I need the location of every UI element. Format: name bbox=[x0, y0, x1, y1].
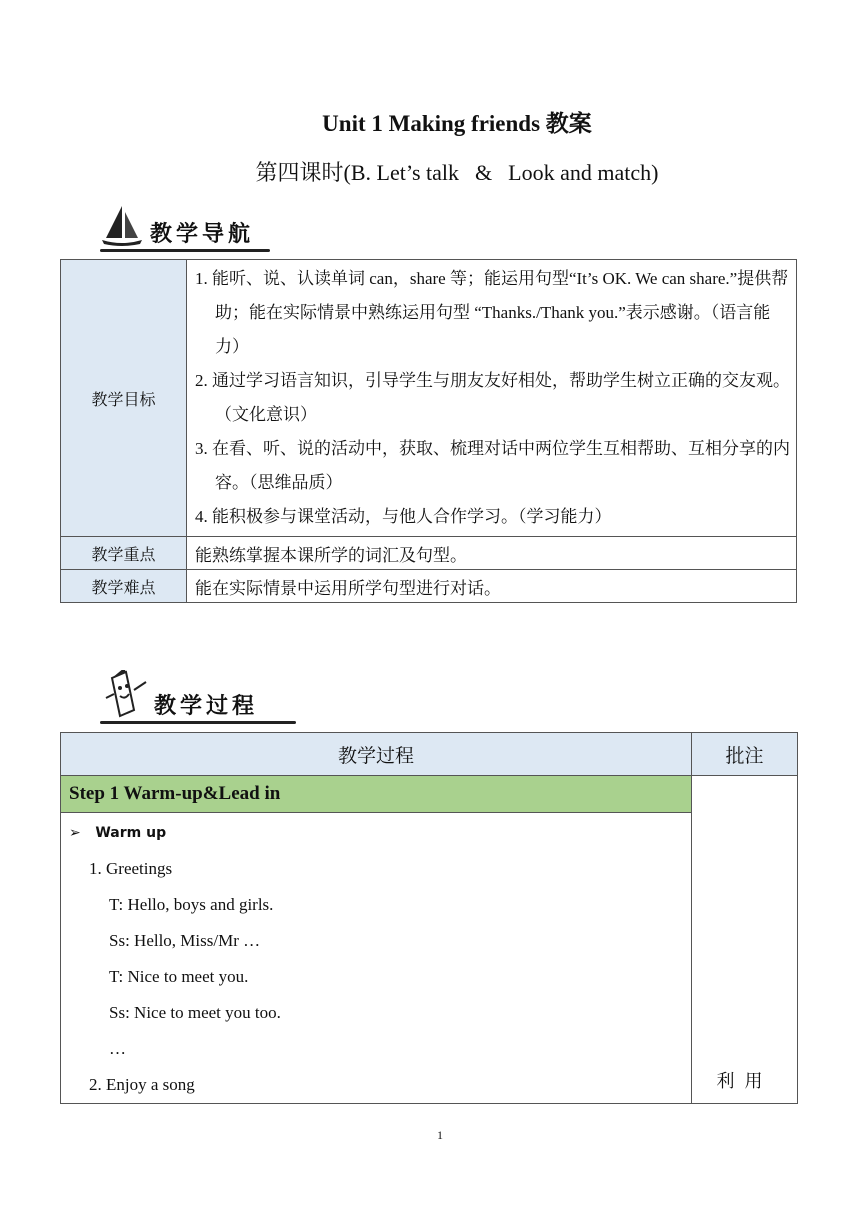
process-line: … bbox=[109, 1039, 126, 1058]
arrow-bullet-icon: ➢ bbox=[69, 825, 81, 841]
page-number: 1 bbox=[437, 1128, 443, 1142]
subtitle-left: 第四课时(B. Let’s talk bbox=[255, 160, 460, 185]
process-line: Ss: Nice to meet you too. bbox=[109, 1003, 281, 1022]
row-label-key-points: 教学重点 bbox=[61, 537, 187, 570]
bullet-label: Warm up bbox=[95, 825, 167, 841]
objective-item: 2. 通过学习语言知识，引导学生与朋友友好相处，帮助学生树立正确的交友观。（文化意识） bbox=[195, 371, 790, 424]
table-row bbox=[61, 570, 797, 603]
document-subtitle bbox=[0, 156, 860, 187]
process-line: 1. Greetings bbox=[89, 859, 173, 878]
table-row bbox=[61, 813, 798, 1104]
column-header-notes: 批注 bbox=[692, 733, 798, 776]
warm-up-bullet bbox=[69, 825, 691, 841]
process-line: T: Hello, boys and girls. bbox=[109, 895, 274, 914]
teaching-process-table bbox=[60, 732, 798, 1104]
table-row bbox=[61, 260, 797, 537]
row-label-difficulties: 教学难点 bbox=[61, 570, 187, 603]
table-row bbox=[61, 537, 797, 570]
objective-item: 1. 能听、说、认读单词 can，share 等；能运用句型“It’s OK. We can share.”提供帮助；能在实际情景中熟练运用句型 “Thanks./Thank you.”表示感谢。（语言能力） bbox=[195, 269, 789, 356]
subtitle-right: Look and match) bbox=[508, 160, 659, 185]
process-line: Ss: Hello, Miss/Mr … bbox=[109, 931, 261, 950]
teaching-goals-table bbox=[60, 259, 797, 603]
objective-item: 3. 在看、听、说的活动中，获取、梳理对话中两位学生互相帮助、互相分享的内容。（思维品质） bbox=[195, 439, 790, 492]
key-points-content: 能熟练掌握本课所学的词汇及句型。 bbox=[187, 537, 797, 570]
row-label-objectives: 教学目标 bbox=[61, 260, 187, 537]
process-line: T: Nice to meet you. bbox=[109, 967, 249, 986]
table-row bbox=[61, 776, 798, 813]
pencil-mascot-icon bbox=[100, 670, 148, 720]
section-title-process: 教学过程 bbox=[154, 694, 259, 719]
objectives-content bbox=[187, 260, 797, 537]
section-underline bbox=[100, 249, 270, 252]
column-header-process: 教学过程 bbox=[61, 733, 692, 776]
objective-item: 4. 能积极参与课堂活动，与他人合作学习。（学习能力） bbox=[195, 507, 612, 526]
section-header-navigation bbox=[100, 200, 254, 248]
difficulties-content: 能在实际情景中运用所学句型进行对话。 bbox=[187, 570, 797, 603]
section-header-process bbox=[100, 672, 258, 720]
document-title: Unit 1 Making friends 教案 bbox=[322, 111, 592, 136]
sailboat-icon bbox=[100, 202, 144, 248]
notes-cell: 利用 bbox=[692, 776, 798, 1104]
process-line: 2. Enjoy a song bbox=[89, 1075, 195, 1094]
table-header-row bbox=[61, 733, 798, 776]
step-heading: Step 1 Warm-up&Lead in bbox=[61, 776, 692, 813]
step-body bbox=[61, 813, 692, 1104]
section-underline bbox=[100, 721, 296, 724]
section-title-navigation: 教学导航 bbox=[150, 222, 255, 247]
subtitle-ampersand: & bbox=[475, 160, 493, 185]
